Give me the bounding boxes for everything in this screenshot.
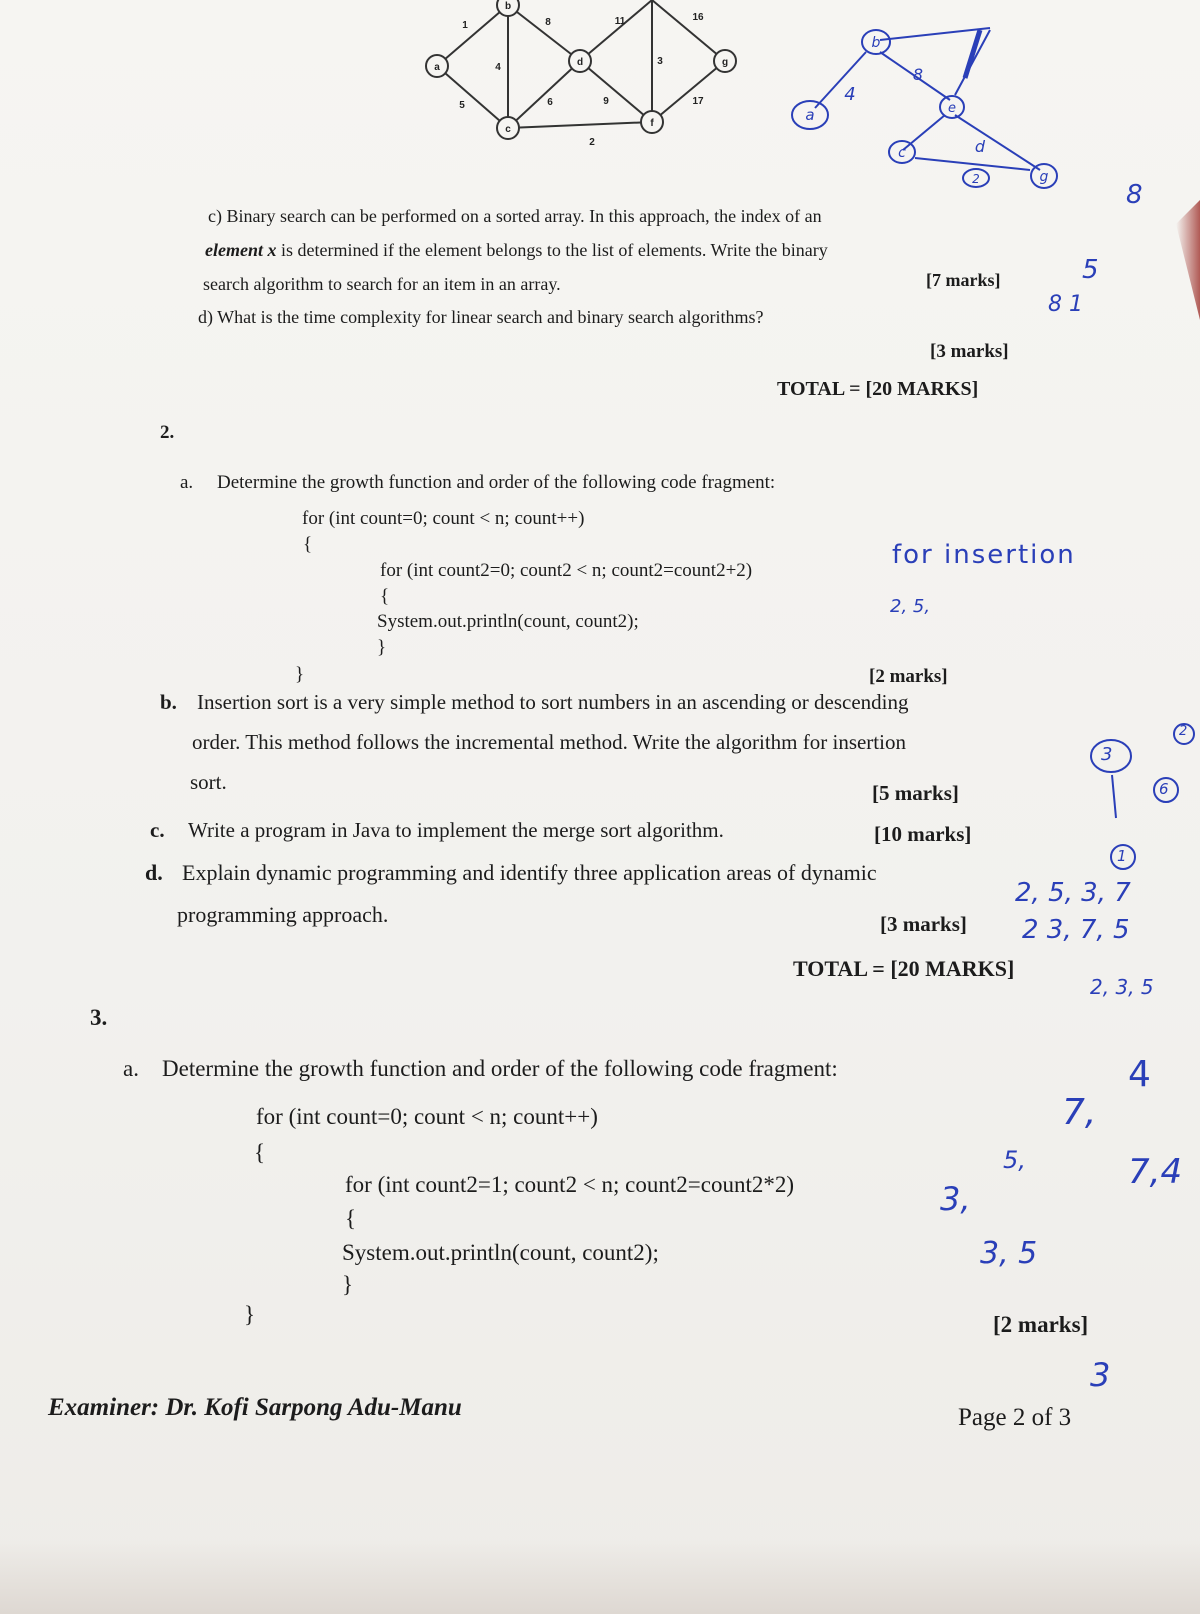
- graph-label-g: g: [721, 57, 729, 68]
- graph-label-a: a: [434, 62, 440, 73]
- q2-b-line: Insertion sort is a very simple method to sort numbers in an ascending or descending: [197, 690, 909, 714]
- q2-number: 2.: [160, 422, 175, 443]
- edge-weight: 16: [692, 12, 704, 23]
- q2-code-line: for (int count2=0; count2 < n; count2=count2+2): [380, 560, 753, 581]
- hand-circled-6: 6: [1159, 780, 1169, 798]
- q3-code-line: {: [345, 1206, 357, 1231]
- q2-d-line: Explain dynamic programming and identify three application areas of dynamic: [182, 860, 877, 885]
- edge-weight: 3: [657, 56, 663, 67]
- hand-circled-3: 3: [1101, 744, 1113, 765]
- tree-label-e: e: [948, 101, 956, 116]
- q2-c-letter: c.: [150, 818, 165, 842]
- hand-note: 8 1: [1048, 292, 1083, 317]
- edge-weight: 6: [547, 97, 553, 108]
- edge-weight: 5: [459, 100, 465, 111]
- hand-note: 3, 5: [980, 1236, 1038, 1271]
- hand-note: 3: [1090, 1356, 1111, 1394]
- hand-sequence: 2, 5, 3, 7: [1015, 878, 1131, 908]
- tree-label-a: a: [805, 106, 815, 124]
- q2-a-text: Determine the growth function and order of the following code fragment:: [217, 472, 776, 493]
- q2-b-line: sort.: [190, 770, 227, 794]
- q1-d-text: d) What is the time complexity for linear search and binary search algorithms?: [198, 307, 764, 327]
- graph-stroke: [652, 61, 725, 122]
- q2-d-line: programming approach.: [177, 902, 389, 927]
- graph-stroke: [508, 122, 652, 128]
- graph-label-d: d: [576, 57, 584, 68]
- page-number: Page 2 of 3: [958, 1404, 1072, 1431]
- q1-c-line-1: c) Binary search can be performed on a sorted array. In this approach, the index of an: [208, 206, 822, 226]
- hand-sequence: 2, 3, 5: [1090, 975, 1154, 999]
- hand-sequence: 2 3, 7, 5: [1022, 915, 1130, 945]
- hand-note: 4: [1128, 1054, 1151, 1095]
- hand-note: 8: [1126, 180, 1143, 210]
- q3-a-marks: [2 marks]: [993, 1312, 1089, 1337]
- weighted-graph-diagram: [420, 0, 750, 150]
- q2-code-line: {: [303, 534, 313, 555]
- q2-code-line: {: [380, 586, 390, 607]
- q2-c-marks: [10 marks]: [874, 822, 972, 846]
- graph-stroke: [580, 61, 652, 122]
- tree-weight-d: d: [974, 137, 986, 156]
- q1-c-line-2-text: is determined if the element belongs to the list of elements. Write the binary: [280, 240, 828, 260]
- hand-circled-2: 2: [1179, 724, 1188, 739]
- q2-code-line: }: [377, 637, 387, 658]
- edge-weight: 17: [692, 96, 704, 107]
- q1-c-line-2: [205, 240, 828, 261]
- q2-b-line: order. This method follows the incremental method. Write the algorithm for insertion: [192, 730, 906, 754]
- graph-label-b: b: [504, 1, 512, 12]
- tree-weight-4: 4: [844, 84, 856, 105]
- graph-label-c: c: [505, 124, 511, 135]
- graph-stroke: [508, 5, 580, 61]
- graph-stroke: [580, 0, 652, 61]
- hand-circled-1: 1: [1117, 847, 1127, 865]
- q1-c-emphasis: element x: [205, 240, 277, 260]
- q3-code-line: }: [244, 1302, 256, 1327]
- hand-note: 7,4: [1128, 1152, 1183, 1192]
- tree-label-g: g: [1039, 169, 1049, 185]
- q2-b-marks: [5 marks]: [872, 781, 959, 805]
- q2-code-line: for (int count=0; count < n; count++): [302, 508, 585, 529]
- tree-weight-8: 8: [912, 65, 924, 84]
- q2-d-marks: [3 marks]: [880, 912, 967, 936]
- q3-number: 3.: [90, 1005, 108, 1030]
- q2-a-letter: a.: [180, 472, 194, 493]
- graph-stroke: [652, 0, 725, 61]
- hand-note: 2, 5,: [890, 596, 931, 617]
- tree-label-b: b: [871, 35, 881, 51]
- hand-note: 5: [1082, 255, 1099, 285]
- q2-c-text: Write a program in Java to implement the merge sort algorithm.: [188, 818, 724, 842]
- q3-code-line: }: [342, 1272, 354, 1297]
- graph-stroke: [508, 61, 580, 128]
- hand-note: 7,: [1062, 1092, 1097, 1133]
- tree-label-c: c: [898, 145, 906, 161]
- graph-stroke: [437, 5, 508, 66]
- q2-d-letter: d.: [145, 860, 163, 885]
- edge-weight: 1: [462, 20, 468, 31]
- page-shadow: [0, 1540, 1200, 1614]
- q2-total: TOTAL = [20 MARKS]: [793, 956, 1015, 981]
- q2-a-marks: [2 marks]: [869, 666, 948, 687]
- q2-code-line: }: [295, 664, 305, 685]
- hand-note: 3,: [940, 1180, 971, 1218]
- q2-b-letter: b.: [160, 690, 177, 714]
- q3-a-letter: a.: [123, 1056, 139, 1081]
- q3-code-line: for (int count2=1; count2 < n; count2=count2*2): [345, 1172, 795, 1197]
- q3-a-text: Determine the growth function and order of the following code fragment:: [162, 1056, 838, 1081]
- edge-weight: 11: [614, 16, 626, 27]
- graph-label-f: f: [650, 118, 654, 129]
- examiner-name: Examiner: Dr. Kofi Sarpong Adu-Manu: [48, 1394, 462, 1421]
- q1-c-marks: [7 marks]: [926, 270, 1001, 290]
- q1-c-line-3: search algorithm to search for an item in an array.: [203, 274, 561, 294]
- hand-note: 5,: [1003, 1146, 1026, 1174]
- q2-code-line: System.out.println(count, count2);: [377, 611, 639, 632]
- edge-weight: 8: [545, 17, 551, 28]
- graph-stroke: [437, 66, 508, 128]
- q3-code-line: {: [254, 1140, 266, 1165]
- tree-label-2: 2: [972, 172, 980, 186]
- q3-code-line: for (int count=0; count < n; count++): [256, 1104, 598, 1129]
- edge-weight: 9: [603, 96, 609, 107]
- q3-code-line: System.out.println(count, count2);: [342, 1240, 659, 1265]
- hand-note-for-insertion: for insertion: [892, 540, 1076, 570]
- edge-weight: 4: [495, 62, 501, 73]
- q1-total: TOTAL = [20 MARKS]: [777, 378, 979, 400]
- q1-d-marks: [3 marks]: [930, 341, 1009, 362]
- edge-weight: 2: [589, 137, 595, 148]
